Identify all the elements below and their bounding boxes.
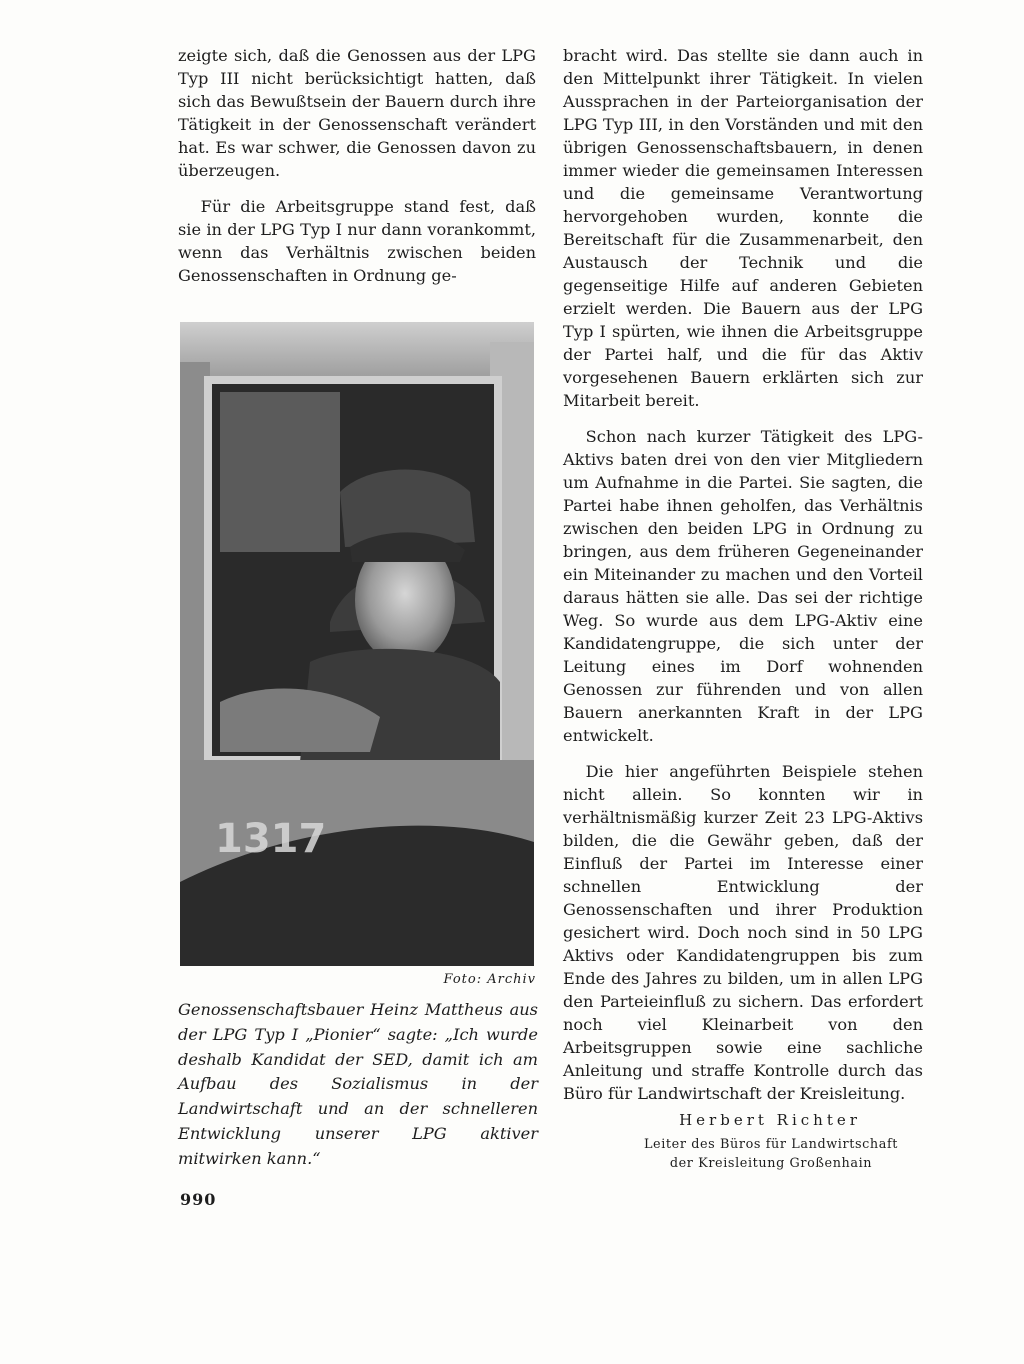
author-role bbox=[620, 1135, 922, 1173]
paragraph: bracht wird. Das stellte sie dann auch in den Mittelpunkt ihrer Tätigkeit. In vielen Aussprachen in der Parteiorganisation der LPG Typ III, in den Vorständen und mit den übrigen Genossenschaftsbauern, in denen immer wieder die gemeinsamen Interessen und die gemeinsame Verantwortung hervorgehoben wurden, konnte die Bereitschaft für die Zusammenarbeit, den Austausch der Technik und die gegenseitige Hilfe auf anderen Gebieten erzielt werden. Die Bauern aus der LPG Typ I spürten, wie ihnen die Arbeitsgruppe der Partei half, und die für das Aktiv vorgesehenen Bauern erklärten sich zur Mitarbeit bereit. bbox=[563, 46, 923, 410]
photo-illustration bbox=[180, 322, 534, 966]
author-role-line: Leiter des Büros für Landwirtschaft bbox=[643, 1137, 899, 1152]
photo-credit: Foto: Archiv bbox=[443, 972, 536, 987]
author-role-line: der Kreisleitung Großenhain bbox=[669, 1156, 873, 1171]
photo-caption: Genossenschaftsbauer Heinz Mattheus aus der LPG Typ I „Pionier“ sagte: „Ich wurde deshalb Kandidat der SED, damit ich am Aufbau des Sozialismus in der Landwirtschaft und an der schnelleren Entwicklung unserer LPG aktiver mitwirken kann.“ bbox=[178, 1000, 538, 1168]
left-column-text bbox=[178, 44, 536, 300]
author-name: Herbert Richter bbox=[679, 1111, 861, 1129]
photo-truck-driver bbox=[180, 322, 534, 966]
paragraph: zeigte sich, daß die Genossen aus der LPG Typ III nicht berücksichtigt hatten, daß sich das Bewußtsein der Bauern durch ihre Tätigkeit in der Genossenschaft verändert hat. Es war schwer, die Genossen davon zu überzeugen. bbox=[178, 46, 536, 180]
paragraph: Schon nach kurzer Tätigkeit des LPG-Aktivs baten drei von den vier Mitgliedern um Aufnahme in die Partei. Sie sagten, die Partei habe ihnen geholfen, das Verhältnis zwischen den beiden LPG in Ordnung zu bringen, aus dem früheren Gegeneinander ein Miteinander zu machen und den Vorteil daraus hätten sie alle. Das sei der richtige Weg. So wurde aus dem LPG-Aktiv eine Kandidatengruppe, die sich unter der Leitung eines im Dorf wohnenden Genossen zur führenden und von allen Bauern anerkannten Kraft in der LPG entwickelt. bbox=[563, 427, 923, 745]
paragraph: Für die Arbeitsgruppe stand fest, daß sie in der LPG Typ I nur dann vorankommt, wenn das Verhältnis zwischen beiden Genossenschaften in Ordnung ge- bbox=[178, 197, 536, 285]
right-column-text bbox=[563, 44, 923, 1118]
paragraph: Die hier angeführten Beispiele stehen nicht allein. So konnten wir in verhältnismäßig kurzer Zeit 23 LPG-Aktivs bilden, die die Gewähr geben, daß der Einfluß der Partei im Interesse einer schnellen Entwicklung der Genossenschaften und ihrer Produktion gesichert wird. Doch noch sind in 50 LPG Aktivs oder Kandidatengruppen bis zum Ende des Jahres zu bilden, um in allen LPG den Parteieinfluß zu sichern. Das erfordert noch viel Kleinarbeit von den Arbeitsgruppen sowie eine sachliche Anleitung und straffe Kontrolle durch das Büro für Landwirtschaft der Kreisleitung. bbox=[563, 762, 923, 1103]
photo-plate-number: 1317 bbox=[215, 816, 327, 862]
page-number: 990 bbox=[180, 1190, 217, 1209]
